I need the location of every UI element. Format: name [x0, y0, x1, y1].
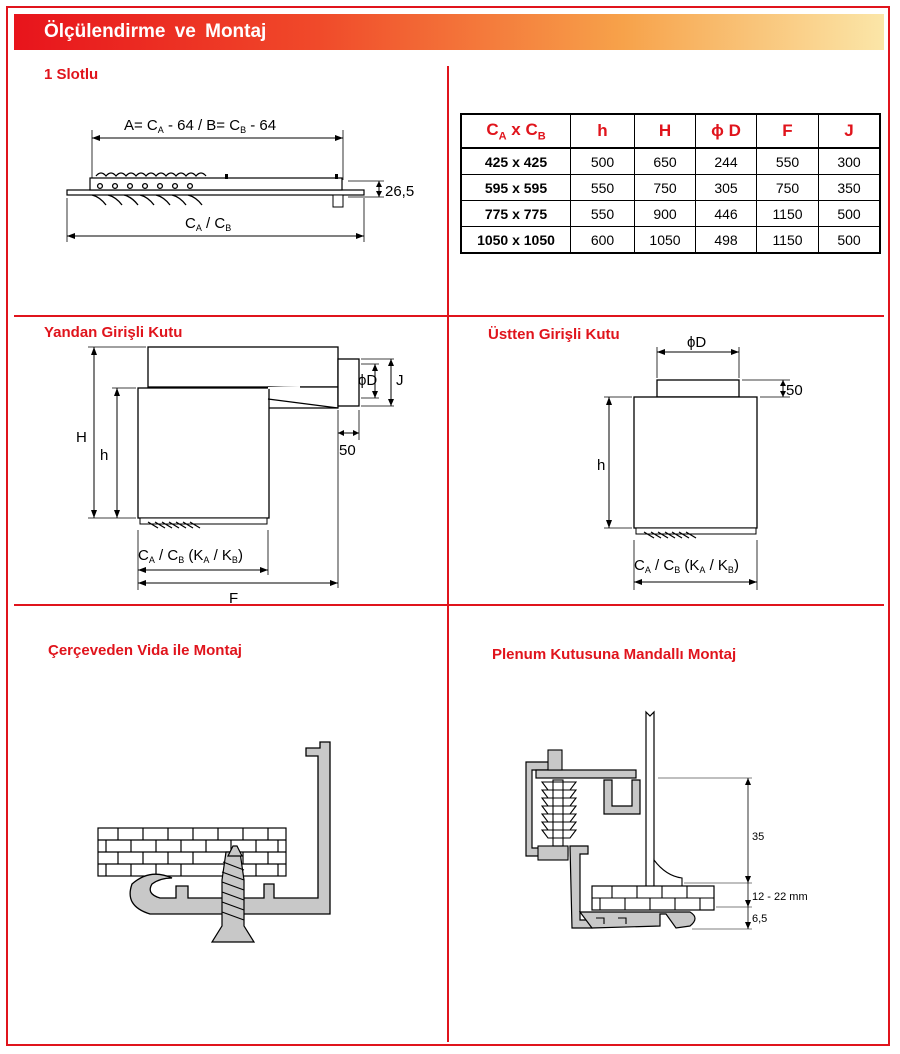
section-title-clip-mount: Plenum Kutusuna Mandallı Montaj: [492, 646, 737, 663]
table-header: J: [819, 114, 881, 148]
top-dim-h: h: [597, 457, 606, 474]
section-title-slot: 1 Slotlu: [44, 66, 99, 83]
slot-dim-top: $A= C_A - 64 / B= C_B - 64$: [124, 117, 277, 135]
table-cell: 305: [696, 175, 757, 201]
table-cell: 500: [571, 148, 635, 175]
table-cell: 900: [635, 201, 696, 227]
table-cell: 498: [696, 227, 757, 254]
table-cell: 550: [757, 148, 819, 175]
section-title-side-entry: Yandan Girişli Kutu: [44, 324, 183, 341]
table-cell: 1150: [757, 227, 819, 254]
side-dim-width: $C_A / C_B$ $(K_A / K_B)$: [138, 547, 243, 565]
top-dim-offset: 50: [786, 382, 803, 399]
table-cell: 500: [819, 201, 881, 227]
table-header: h: [571, 114, 635, 148]
side-dim-F: F: [229, 590, 239, 607]
table-cell: 650: [635, 148, 696, 175]
clip-dim-2: 12 - 22 mm: [752, 891, 808, 903]
table-cell: 550: [571, 175, 635, 201]
table-cell: 244: [696, 148, 757, 175]
table-cell: 750: [757, 175, 819, 201]
clip-dim-1: 35: [752, 831, 765, 843]
table-cell: 595 x 595: [461, 175, 571, 201]
table-cell: 1050 x 1050: [461, 227, 571, 254]
table-cell: 446: [696, 201, 757, 227]
page-title: Ölçülendirme ve Montaj: [44, 21, 267, 42]
table-cell: 500: [819, 227, 881, 254]
clip-dim-3: 6,5: [752, 913, 768, 925]
side-dim-offset: 50: [339, 442, 356, 459]
slot-dim-height: 26,5: [385, 183, 415, 200]
top-dim-D: ϕD: [687, 334, 707, 351]
table-cell: 750: [635, 175, 696, 201]
side-dim-J: J: [396, 372, 404, 389]
table-cell: 300: [819, 148, 881, 175]
table-header: H: [635, 114, 696, 148]
side-dim-H: H: [76, 429, 87, 446]
table-header: F: [757, 114, 819, 148]
slot-dim-bottom: $C_A / C_B$: [185, 215, 232, 233]
table-cell: 350: [819, 175, 881, 201]
section-title-screw-mount: Çerçeveden Vida ile Montaj: [48, 642, 242, 659]
table-cell: 1050: [635, 227, 696, 254]
table-cell: 600: [571, 227, 635, 254]
side-dim-h: h: [100, 447, 109, 464]
section-title-top-entry: Üstten Girişli Kutu: [488, 326, 620, 343]
top-dim-width: $C_A / C_B$ $(K_A / K_B)$: [634, 557, 739, 575]
table-cell: 1150: [757, 201, 819, 227]
table-header: $C_A$ x $C_B$: [461, 114, 571, 148]
table-header: ϕ D: [696, 114, 757, 148]
table-cell: 425 x 425: [461, 148, 571, 175]
table-cell: 550: [571, 201, 635, 227]
table-cell: 775 x 775: [461, 201, 571, 227]
side-dim-D: ϕD: [358, 372, 378, 389]
